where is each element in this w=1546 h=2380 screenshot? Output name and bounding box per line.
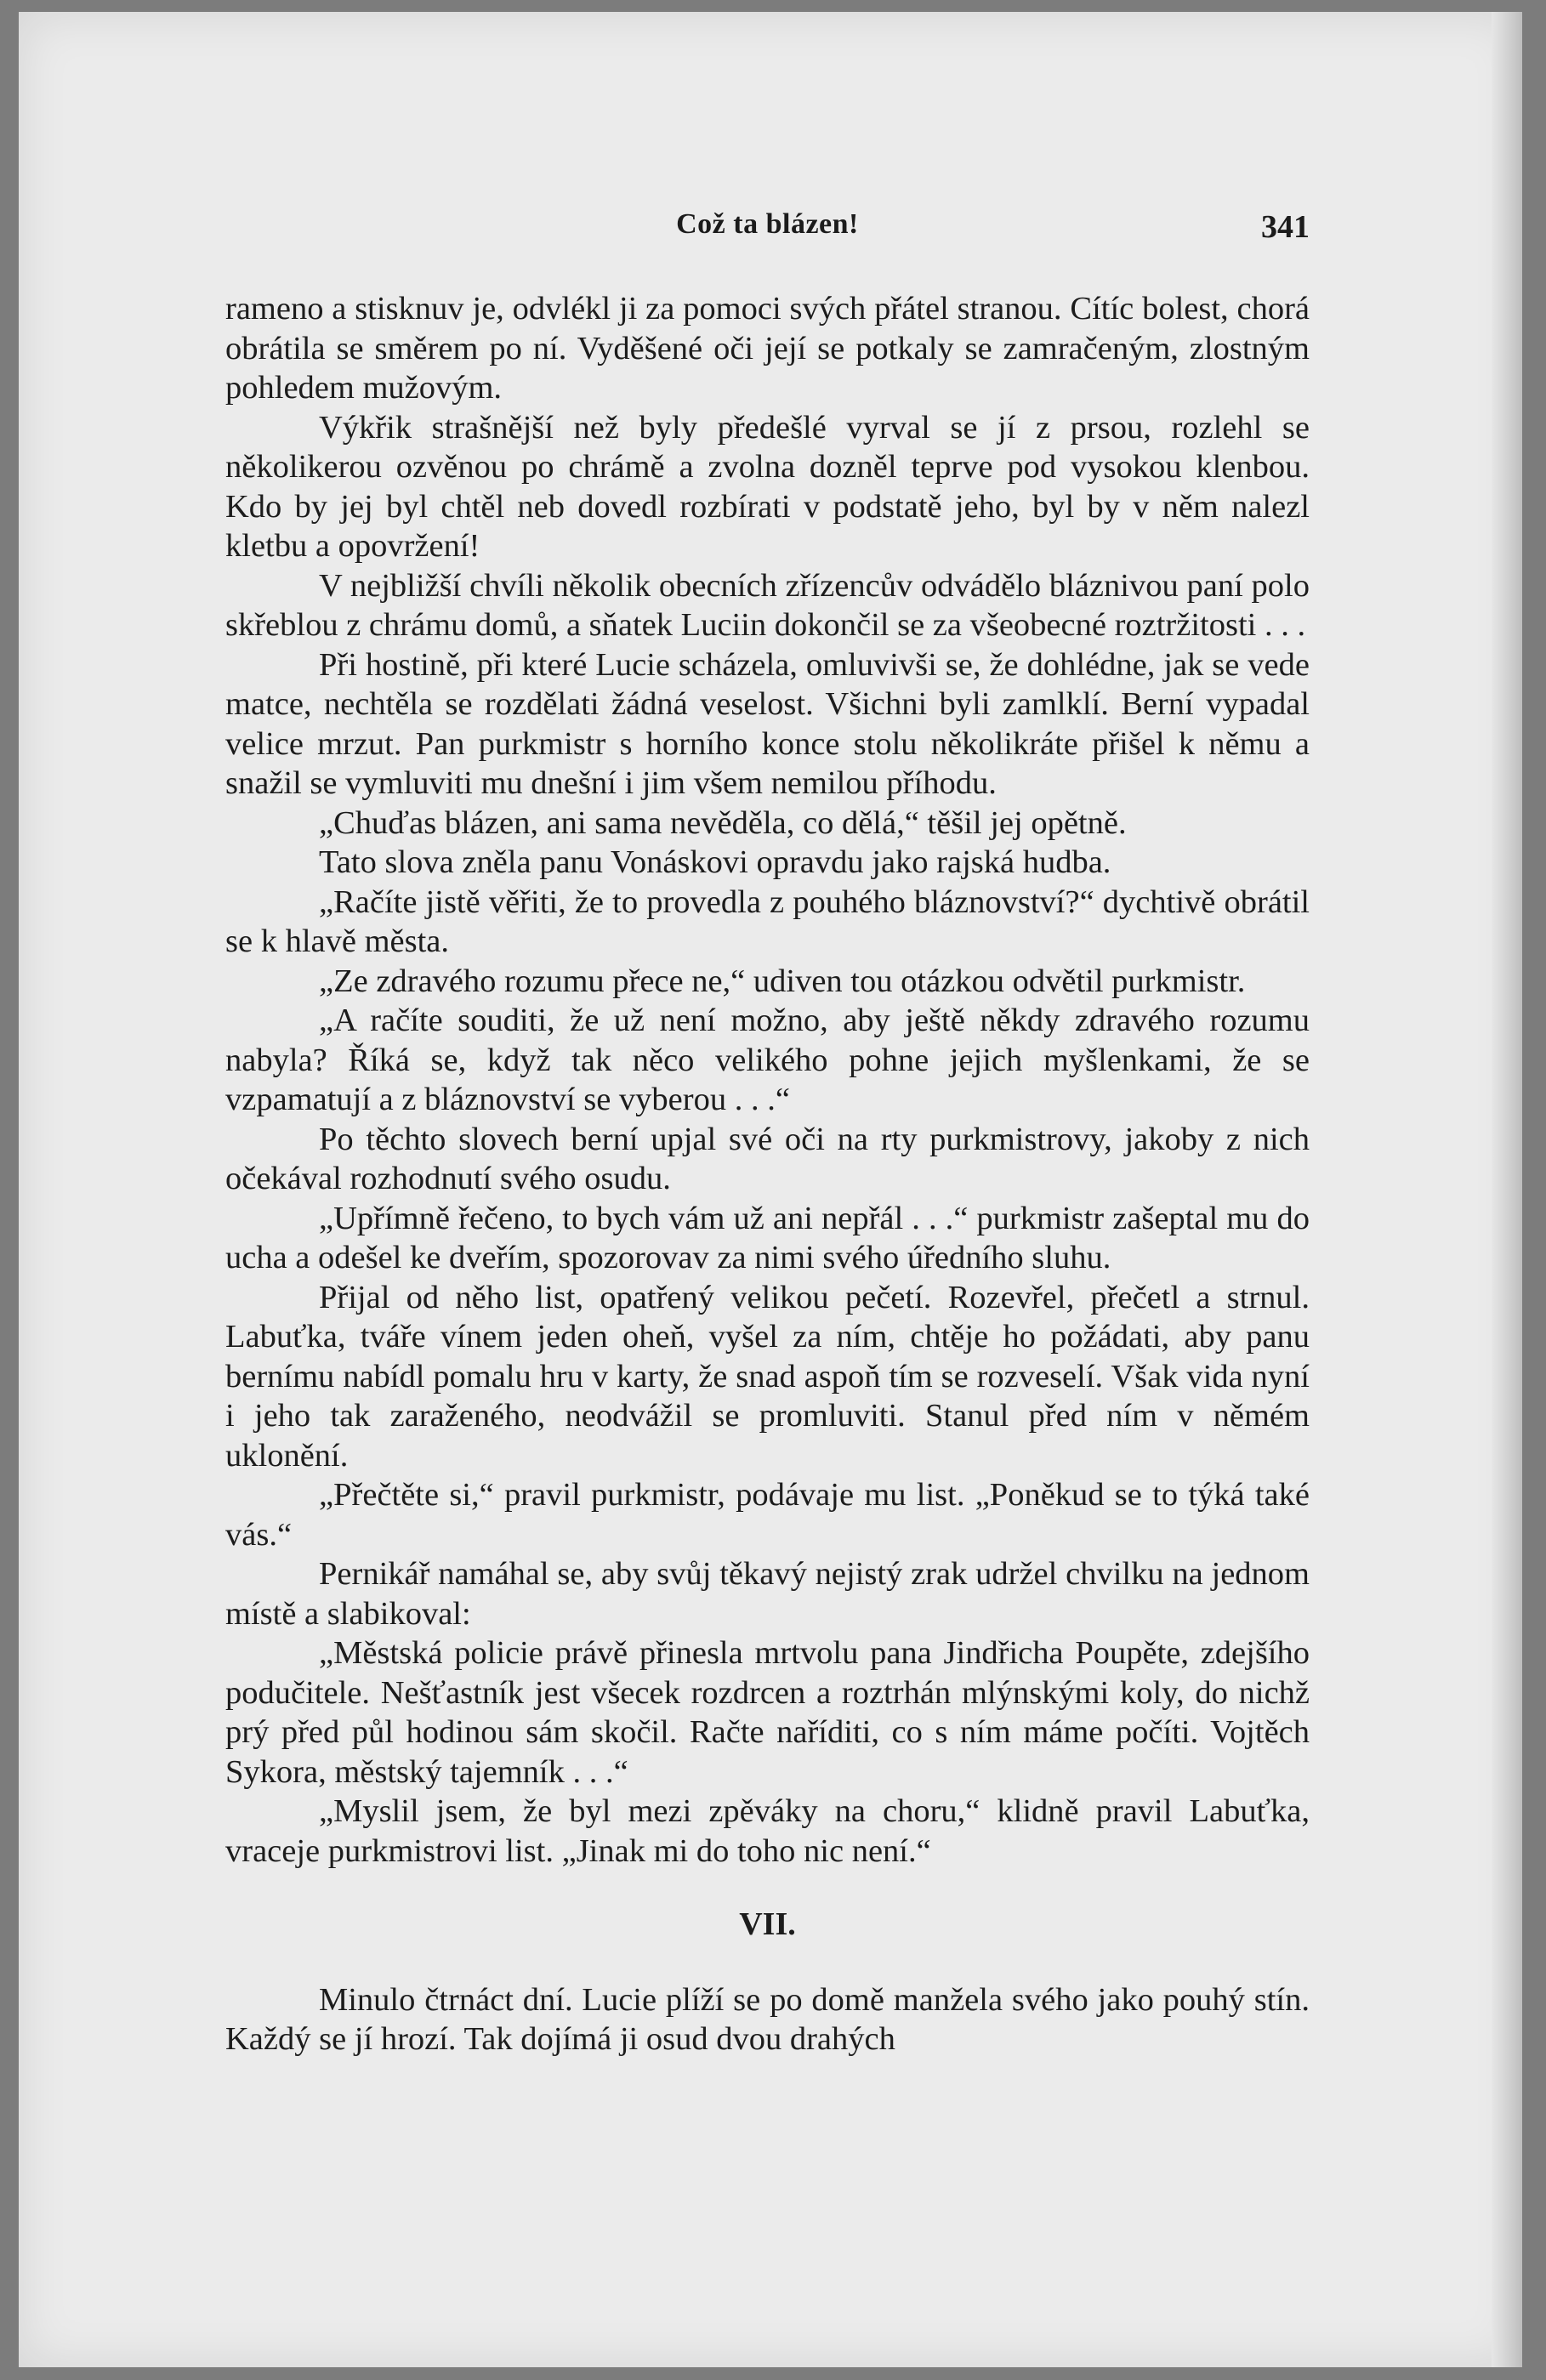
paragraph: „Chuďas blázen, ani sama nevěděla, co dělá,“ těšil jej opětně. xyxy=(319,804,1127,841)
paragraph: Výkřik strašnější než byly předešlé vyrval se jí z prsou, rozlehl se několikerou ozvěnou po chrámě a zvolna dozněl teprve pod vysokou klenbou. Kdo by jej byl chtěl neb dovedl rozbírati v podstatě jeho, byl by v něm nalezl kletbu a opovržení! xyxy=(225,409,1310,564)
page-header xyxy=(225,208,1310,259)
paragraph: „Myslil jsem, že byl mezi zpěváky na choru,“ klidně pravil Labuťka, vraceje purkmistrovi list. „Jinak mi do toho nic není.“ xyxy=(225,1793,1310,1869)
page-edge-shadow xyxy=(1492,12,1522,2367)
paragraph: Minulo čtrnáct dní. Lucie plíží se po domě manžela svého jako pouhý stín. Každý se jí hrozí. Tak dojímá ji osud dvou drahých xyxy=(225,1981,1310,2057)
paragraph: „Upřímně řečeno, to bych vám už ani nepřál . . .“ purkmistr zašeptal mu do ucha a odešel ke dveřím, spozorovav za nimi svého úředního sluhu. xyxy=(225,1200,1310,1275)
section-heading: VII. xyxy=(739,1906,796,1942)
page-number: 341 xyxy=(1261,209,1310,245)
paragraph: „Ze zdravého rozumu přece ne,“ udiven tou otázkou odvětil purkmistr. xyxy=(319,963,1246,999)
paragraph: „Račíte jistě věřiti, že to provedla z pouhého bláznovství?“ dychtivě obrátil se k hlavě města. xyxy=(225,883,1310,959)
body-text xyxy=(225,289,1310,2059)
running-title: Což ta blázen! xyxy=(676,208,859,240)
paragraph: Při hostině, při které Lucie scházela, omluvivši se, že dohlédne, jak se vede matce, nechtěla se rozdělati žádná veselost. Všichni byli zamlklí. Berní vypadal velice mrzut. Pan purkmistr s horního konce stolu několikráte přišel k němu a snažil se vymluviti mu dnešní i jim všem nemilou příhodu. xyxy=(225,646,1310,801)
paragraph: „Přečtěte si,“ pravil purkmistr, podávaje mu list. „Poněkud se to týká také vás.“ xyxy=(225,1477,1310,1553)
paragraph: „Městská policie právě přinesla mrtvolu pana Jindřicha Poupěte, zdejšího podučitele. Nešťastník jest všecek rozdrcen a roztrhán mlýnskými koly, do nichž prý před půl hodinou sám skočil. Račte naříditi, co s ním máme počíti. Vojtěch Sykora, městský tajemník . . .“ xyxy=(225,1635,1310,1790)
book-page xyxy=(19,12,1522,2367)
paragraph: Přijal od něho list, opatřený velikou pečetí. Rozevřel, přečetl a strnul. Labuťka, tváře vínem jeden oheň, vyšel za ním, chtěje ho požádati, aby panu bernímu nabídl pomalu hru v karty, že snad aspoň tím se rozveselí. Však vida nyní i jeho tak zaraženého, neodvážil se promluviti. Stanul před ním v němém uklonění. xyxy=(225,1279,1310,1474)
paragraph: Pernikář namáhal se, aby svůj těkavý nejistý zrak udržel chvilku na jednom místě a slabikoval: xyxy=(225,1556,1310,1632)
paragraph: rameno a stisknuv je, odvlékl ji za pomoci svých přátel stranou. Cítíc bolest, chorá obrátila se směrem po ní. Vyděšené oči její se potkaly se zamračeným, zlostným pohledem mužovým. xyxy=(225,291,1310,406)
paragraph: Po těchto slovech berní upjal své oči na rty purkmistrovy, jakoby z nich očekával rozhodnutí svého osudu. xyxy=(225,1121,1310,1196)
paragraph: Tato slova zněla panu Vonáskovi opravdu jako rajská hudba. xyxy=(319,844,1111,880)
paragraph: „A račíte souditi, že už není možno, aby ještě někdy zdravého rozumu nabyla? Říká se, když tak něco velikého pohne jejich myšlenkami, že se vzpamatují a z bláznovství se vyberou . . .“ xyxy=(225,1003,1310,1117)
paragraph: V nejbližší chvíli několik obecních zřízencův odvádělo bláznivou paní polo skřeblou z chrámu domů, a sňatek Luciin dokončil se za všeobecné roztržitosti . . . xyxy=(225,567,1310,643)
